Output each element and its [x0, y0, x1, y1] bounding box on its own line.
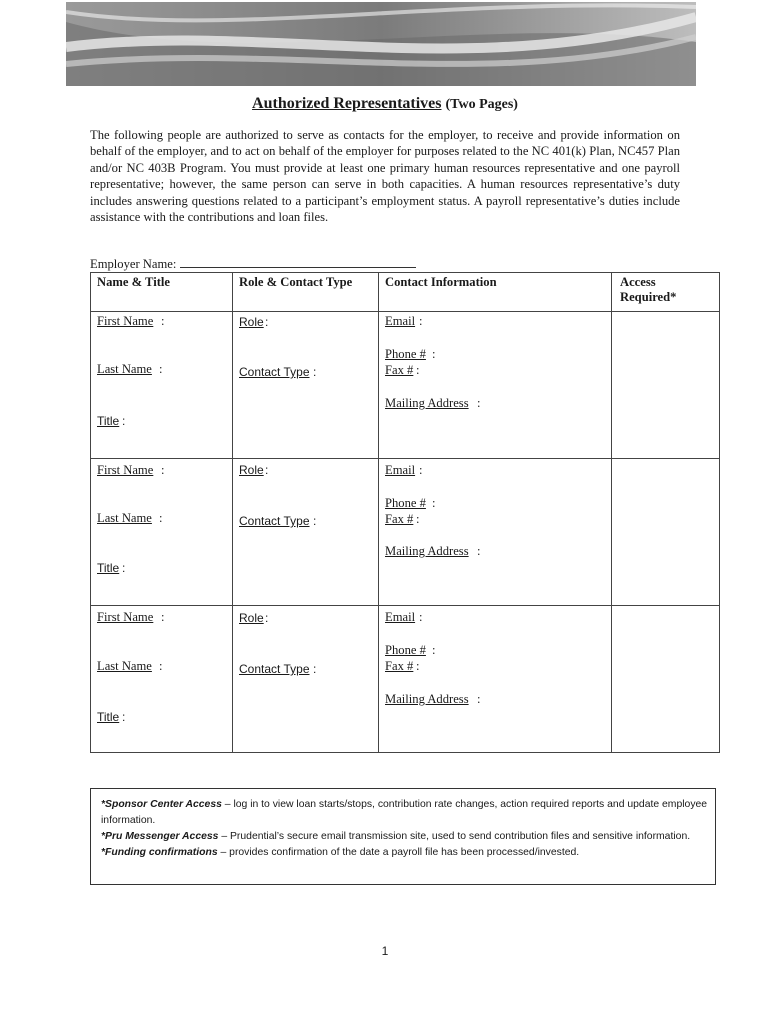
- role-label: Role: [239, 611, 264, 625]
- phone-label: Phone #: [385, 347, 426, 361]
- fax-label: Fax #: [385, 659, 414, 673]
- mailing-address-label: Mailing Address: [385, 396, 469, 410]
- contact-type-label: Contact Type: [239, 514, 310, 528]
- table-header-row: [91, 273, 720, 312]
- role-contact-cell[interactable]: Role : Contact Type :: [233, 459, 379, 606]
- note-sponsor-center: *Sponsor Center Access – log in to view loan starts/stops, contribution rate changes, action required reports and update employee information.: [101, 799, 708, 826]
- header-access-required: Access Required*: [612, 273, 720, 312]
- access-required-cell[interactable]: [612, 312, 720, 459]
- email-label: Email: [385, 463, 416, 477]
- page-title: [0, 95, 770, 113]
- title-label: Title: [97, 414, 120, 428]
- header-role-contact-type: Role & Contact Type: [233, 273, 379, 312]
- email-label: Email: [385, 610, 416, 624]
- role-label: Role: [239, 315, 264, 329]
- note-pru-messenger: *Pru Messenger Access – Prudential’s secure email transmission site, used to send contribution files and sensitive information.: [101, 831, 691, 842]
- fax-label: Fax #: [385, 512, 414, 526]
- last-name-label: Last Name: [97, 511, 152, 525]
- access-required-cell[interactable]: [612, 459, 720, 606]
- header-contact-information: Contact Information: [379, 273, 612, 312]
- table-row: [91, 459, 720, 606]
- header-banner: [66, 2, 696, 86]
- contact-info-cell[interactable]: Email : Phone # : Fax # : Mailing Address :: [379, 459, 612, 606]
- access-required-cell[interactable]: [612, 606, 720, 753]
- title-label: Title: [97, 561, 120, 575]
- table-row: [91, 606, 720, 753]
- contact-info-cell[interactable]: Email : Phone # : Fax # : Mailing Address :: [379, 606, 612, 753]
- name-title-cell[interactable]: First Name : Last Name : Title :: [91, 459, 233, 606]
- name-title-cell[interactable]: First Name : Last Name : Title :: [91, 606, 233, 753]
- email-label: Email: [385, 314, 416, 328]
- representatives-table: [90, 272, 720, 753]
- phone-label: Phone #: [385, 643, 426, 657]
- role-label: Role: [239, 463, 264, 477]
- contact-info-cell[interactable]: Email : Phone # : Fax # : Mailing Address :: [379, 312, 612, 459]
- phone-label: Phone #: [385, 496, 426, 510]
- first-name-label: First Name: [97, 463, 154, 477]
- role-contact-cell[interactable]: Role : Contact Type :: [233, 606, 379, 753]
- title-label: Title: [97, 710, 120, 724]
- employer-name-row: [90, 257, 416, 272]
- intro-paragraph: The following people are authorized to serve as contacts for the employer, to receive and provide information on behalf of the employer, and to act on behalf of the employer for purposes related to the NC 401(k) Plan, NC457 Plan and/or NC 403B Program. You must provide at least one primary human resources representative and one payroll representative; however, the same person can serve in both capacities. A human resources representative’s duty includes answering questions related to a participant’s employment status. A payroll representative’s duties include assistance with the contributions and loan files.: [90, 128, 680, 225]
- mailing-address-label: Mailing Address: [385, 544, 469, 558]
- first-name-label: First Name: [97, 610, 154, 624]
- contact-type-label: Contact Type: [239, 365, 310, 379]
- title-subtitle: (Two Pages): [445, 97, 518, 112]
- page-number: 1: [381, 944, 389, 958]
- name-title-cell[interactable]: First Name : Last Name : Title :: [91, 312, 233, 459]
- access-notes-box: [90, 788, 716, 885]
- table-row: [91, 312, 720, 459]
- last-name-label: Last Name: [97, 659, 152, 673]
- title-text: Authorized Representatives: [252, 95, 442, 112]
- role-contact-cell[interactable]: Role : Contact Type :: [233, 312, 379, 459]
- employer-name-field[interactable]: [180, 257, 416, 268]
- employer-name-label: Employer Name:: [90, 257, 177, 271]
- contact-type-label: Contact Type: [239, 662, 310, 676]
- mailing-address-label: Mailing Address: [385, 692, 469, 706]
- first-name-label: First Name: [97, 314, 154, 328]
- last-name-label: Last Name: [97, 362, 152, 376]
- header-name-title: Name & Title: [91, 273, 233, 312]
- fax-label: Fax #: [385, 363, 414, 377]
- note-funding-confirmations: *Funding confirmations – provides confirmation of the date a payroll file has been processed/invested.: [101, 847, 580, 858]
